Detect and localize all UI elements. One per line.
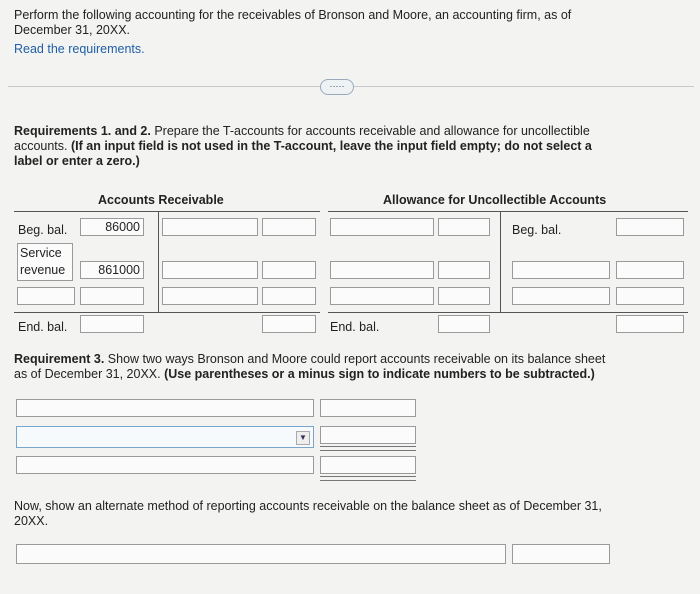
allowance-debit-label-2[interactable] (330, 261, 434, 279)
intro-line-2: December 31, 20XX. (14, 23, 131, 37)
alternate-method-text (14, 499, 694, 529)
allowance-debit-label-3[interactable] (330, 287, 434, 305)
allowance-debit-amount-1[interactable] (438, 218, 490, 236)
allowance-title: Allowance for Uncollectible Accounts (383, 193, 607, 207)
bs-row3-amount[interactable] (320, 456, 416, 474)
ar-end-label: End. bal. (18, 320, 68, 334)
ar-beg-label: Beg. bal. (18, 223, 68, 237)
bs-row2-select[interactable] (16, 426, 314, 448)
ar-beg-value[interactable]: 86000 (80, 218, 144, 236)
allowance-credit-amount-2[interactable] (616, 261, 684, 279)
alt-line-2: 20XX. (14, 514, 49, 528)
allowance-total-line (328, 312, 688, 313)
allowance-top-line (328, 211, 688, 212)
allowance-debit-amount-2[interactable] (438, 261, 490, 279)
allowance-end-label: End. bal. (330, 320, 380, 334)
ar-credit-amount-3[interactable] (262, 287, 316, 305)
req12-lead: Requirements 1. and 2. (14, 124, 151, 138)
requirements-1-2-text (14, 124, 694, 169)
ellipsis-icon: ····· (329, 81, 345, 91)
alt-amount[interactable] (512, 544, 610, 564)
ar-title: Accounts Receivable (98, 193, 224, 207)
ar-total-line (14, 312, 320, 313)
intro-text (14, 8, 694, 57)
ar-credit-label-2[interactable] (162, 261, 258, 279)
ar-service-label-line2: revenue (20, 263, 66, 277)
ar-service-label-line1: Service (20, 246, 62, 260)
dropdown-arrow-icon: ▼ (296, 431, 310, 445)
ar-credit-label-3[interactable] (162, 287, 258, 305)
bs-row1-amount[interactable] (320, 399, 416, 417)
req3-lead: Requirement 3. (14, 352, 105, 366)
bs-row3-double-underline (320, 476, 416, 481)
ar-center-line (158, 211, 159, 312)
bs-row3-label[interactable] (16, 456, 314, 474)
req3-text-1: Show two ways Bronson and Moore could report accounts receivable on its balance sheet (104, 352, 606, 366)
alt-line-1: Now, show an alternate method of reporting accounts receivable on the balance sheet as of December 31, (14, 499, 602, 513)
allowance-beg-value[interactable] (616, 218, 684, 236)
allowance-end-value[interactable] (616, 315, 684, 333)
requirement-3-text (14, 352, 694, 382)
intro-line-1: Perform the following accounting for the receivables of Bronson and Moore, an accounting firm, as of (14, 8, 572, 22)
allowance-end-debit-amount[interactable] (438, 315, 490, 333)
ar-service-value[interactable]: 861000 (80, 261, 144, 279)
allowance-credit-label-2[interactable] (512, 261, 610, 279)
req3-bold-2: (Use parentheses or a minus sign to indicate numbers to be subtracted.) (164, 367, 595, 381)
req12-bold-3: label or enter a zero.) (14, 154, 140, 168)
alt-label[interactable] (16, 544, 506, 564)
bs-row1-label[interactable] (16, 399, 314, 417)
bs-row2-amount[interactable] (320, 426, 416, 444)
bs-row2-underline (320, 446, 416, 451)
ar-end-value[interactable] (80, 315, 144, 333)
req12-text-1: Prepare the T-accounts for accounts receivable and allowance for uncollectible (150, 124, 590, 138)
ar-credit-amount-1[interactable] (262, 218, 316, 236)
req3-text-2: as of December 31, 20XX. (14, 367, 165, 381)
allowance-debit-label-1[interactable] (330, 218, 434, 236)
ar-debit-label-3[interactable] (17, 287, 75, 305)
ar-credit-amount-2[interactable] (262, 261, 316, 279)
allowance-debit-amount-3[interactable] (438, 287, 490, 305)
allowance-center-line (500, 211, 501, 312)
ar-debit-amount-3[interactable] (80, 287, 144, 305)
req12-bold-2: (If an input field is not used in the T-account, leave the input field empty; do not select a (70, 139, 592, 153)
ar-service-label (17, 243, 73, 281)
ar-credit-label-1[interactable] (162, 218, 258, 236)
ar-end-credit-amount[interactable] (262, 315, 316, 333)
expand-button[interactable] (320, 79, 354, 95)
ar-top-line (14, 211, 320, 212)
read-requirements-link[interactable]: Read the requirements. (14, 42, 145, 56)
allowance-credit-label-3[interactable] (512, 287, 610, 305)
req12-text-2: accounts. (14, 139, 71, 153)
allowance-beg-label: Beg. bal. (512, 223, 562, 237)
allowance-credit-amount-3[interactable] (616, 287, 684, 305)
